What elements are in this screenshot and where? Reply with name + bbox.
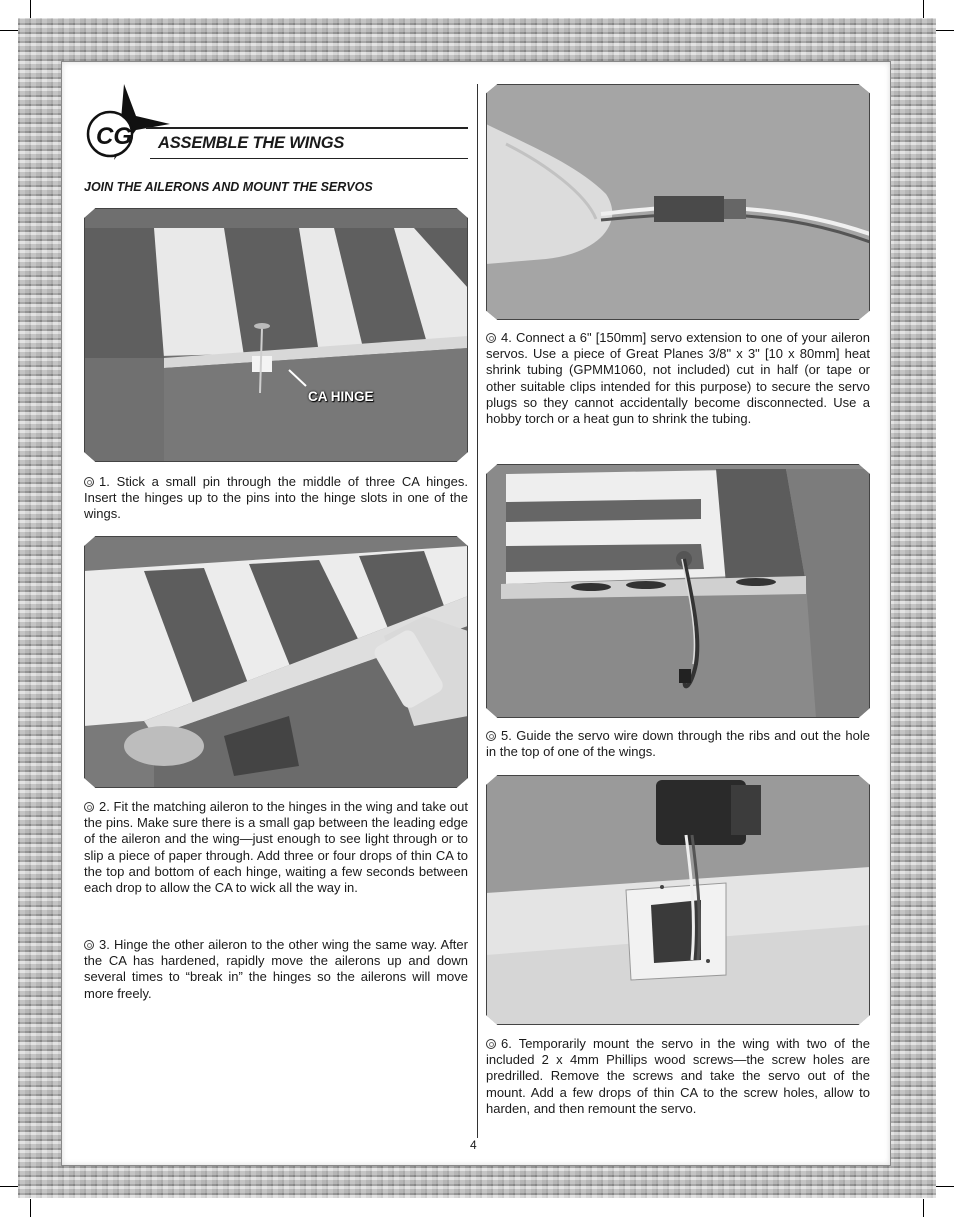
- subsection-title: JOIN THE AILERONS AND MOUNT THE SERVOS: [84, 180, 373, 194]
- crop-mark: [0, 1186, 18, 1187]
- title-rule-bottom: [150, 158, 468, 159]
- crop-mark: [30, 0, 31, 18]
- crop-mark: [923, 0, 924, 18]
- step-3: 3. Hinge the other aileron to the other wing the same way. After the CA has hardened, rapidly move the ailerons up and down several times to “break in” the hinges so the ailerons will move more freely.: [84, 937, 468, 1001]
- step-4: 4. Connect a 6" [150mm] servo extension to one of your aileron servos. Use a piece of Great Planes 3/8" x 3" [10 x 80mm] heat shrink tubing (GPMM1060, not included) cut in half (or tape or other suitable clips intended for this purpose) to secure the servo plugs so they cannot accidentally become disconnected. Use a hobby torch or a heat gun to shrink the tubing.: [486, 330, 870, 427]
- step-5: 5. Guide the servo wire down through the ribs and out the hole in the top of one of the wings.: [486, 728, 870, 760]
- checkbox-icon[interactable]: [84, 940, 94, 950]
- photo-servo-wire-ribs: [486, 464, 870, 718]
- column-divider: [477, 84, 478, 1138]
- checkbox-icon[interactable]: [84, 802, 94, 812]
- step-2: 2. Fit the matching aileron to the hinges in the wing and take out the pins. Make sure there is a small gap between the leading edge of the aileron and the wing—just enough to see light through or to slip a piece of paper through. Add three or four drops of thin CA to the top and bottom of each hinge, waiting a few seconds between each drop to allow the CA to wick all the way in.: [84, 799, 468, 896]
- checkbox-icon[interactable]: [486, 1039, 496, 1049]
- crop-mark: [936, 30, 954, 31]
- step-1: 1. Stick a small pin through the middle of three CA hinges. Insert the hinges up to the pins into the hinge slots in one of the wings.: [84, 474, 468, 522]
- checkbox-icon[interactable]: [486, 731, 496, 741]
- title-rule-top: [146, 127, 468, 129]
- crop-mark: [0, 30, 18, 31]
- photo-gluing-hinges: [84, 536, 468, 788]
- svg-text:CG: CG: [96, 123, 132, 150]
- page-number: 4: [470, 1138, 477, 1152]
- checkbox-icon[interactable]: [486, 333, 496, 343]
- ca-hinge-label: CA HINGE: [308, 389, 374, 404]
- checkbox-icon[interactable]: [84, 477, 94, 487]
- crop-mark: [936, 1186, 954, 1187]
- step-6: 6. Temporarily mount the servo in the wing with two of the included 2 x 4mm Phillips wood screws—the screw holes are predrilled. Remove the screws and take the servo out of the mount. Add a few drops of thin CA to the screw holes, allow to harden, and then remount the servo.: [486, 1036, 870, 1116]
- section-title: ASSEMBLE THE WINGS: [158, 134, 345, 152]
- photo-ca-hinge: [84, 208, 468, 462]
- photo-servo-extension: [486, 84, 870, 320]
- photo-servo-mount: [486, 775, 870, 1025]
- crop-mark: [30, 1199, 31, 1217]
- crop-mark: [923, 1199, 924, 1217]
